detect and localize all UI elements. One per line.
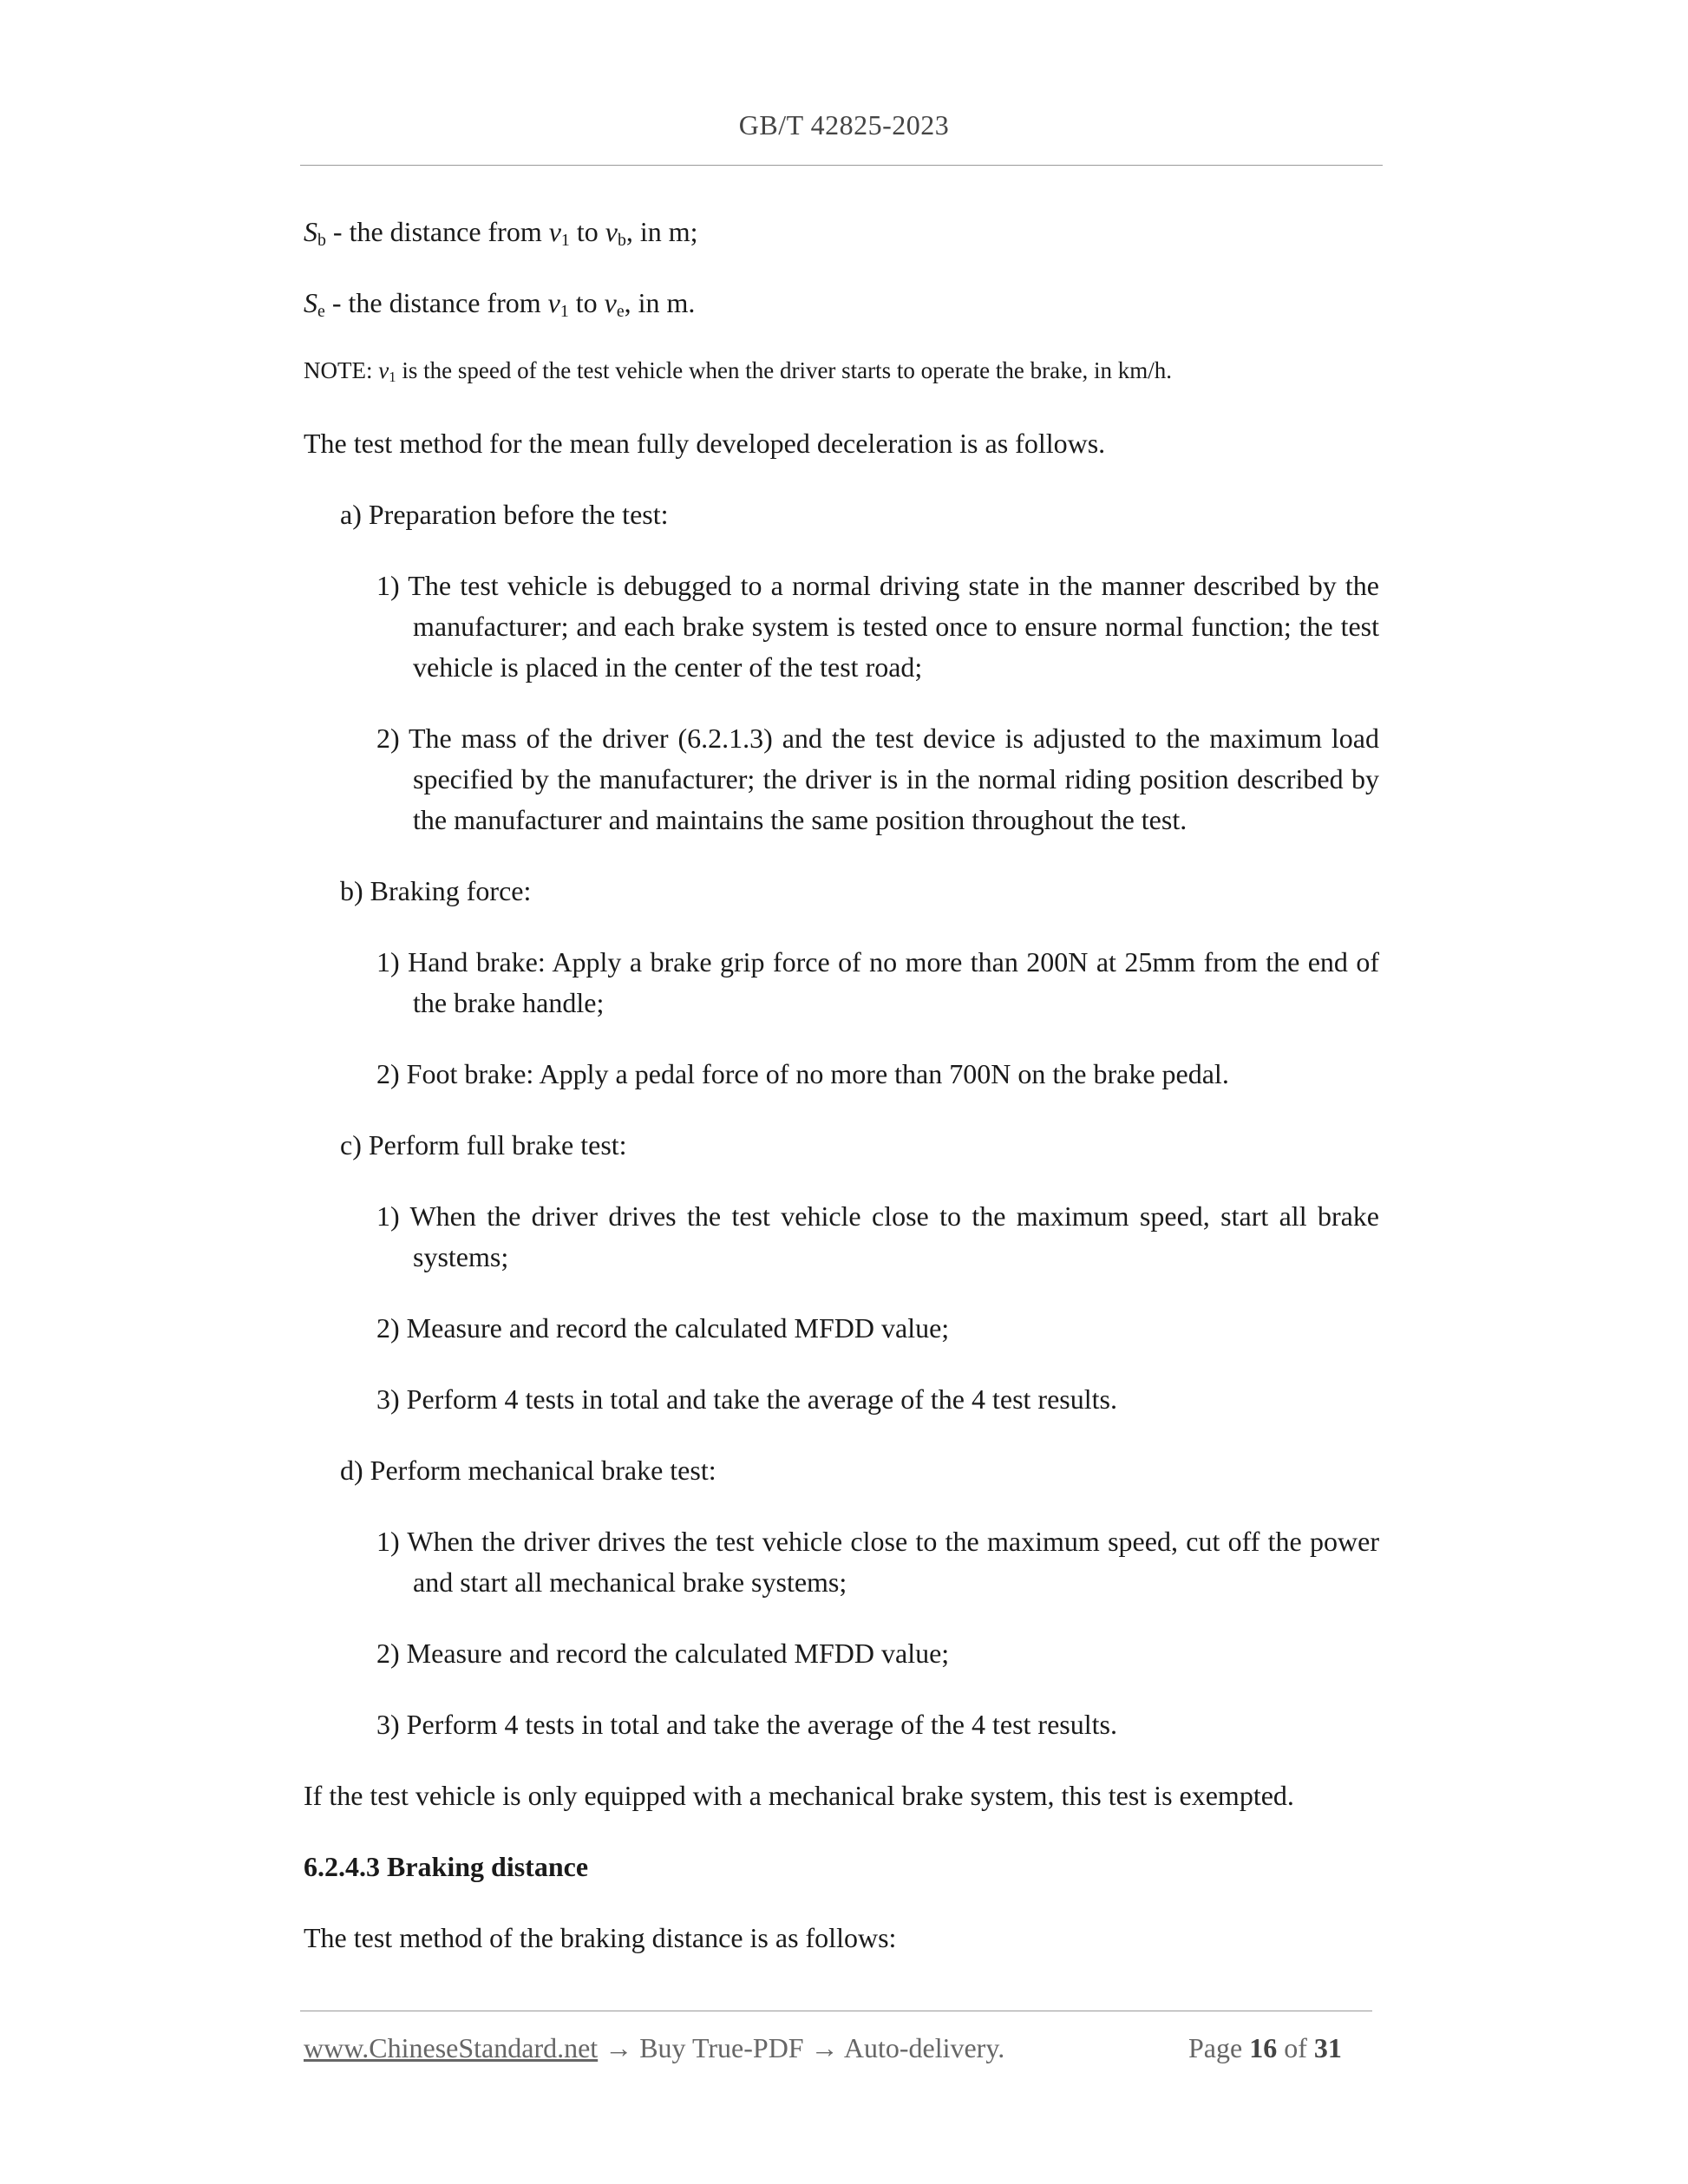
symbol: v [548, 216, 561, 247]
closing-paragraph: The test method of the braking distance is as follows: [304, 1922, 897, 1953]
subscript: b [617, 230, 626, 250]
intro-paragraph: The test method for the mean fully developed deceleration is as follows. [304, 428, 1106, 459]
list-item: 1) The test vehicle is debugged to a normal driving state in the manner described by the manufacturer; and each brake system is tested once to ensure normal function; the test vehicle is placed in the center of the test road; [376, 570, 1379, 683]
symbol: v [604, 287, 617, 318]
list-item: 2) Measure and record the calculated MFDD value; [376, 1638, 950, 1669]
page-header-title: GB/T 42825-2023 [738, 109, 950, 141]
symbol: S [304, 287, 317, 318]
list-item: 3) Perform 4 tests in total and take the average of the 4 test results. [376, 1383, 1117, 1415]
document-body [304, 212, 1379, 1989]
page-label: Page [1188, 2032, 1250, 2063]
definition-text: - the distance from [325, 216, 549, 247]
note [304, 354, 1379, 387]
section-label: a) Preparation before the test: [340, 499, 669, 530]
note-prefix: NOTE: [304, 357, 379, 383]
symbol: v [378, 357, 389, 383]
note-text: is the speed of the test vehicle when the driver starts to operate the brake, in km/h. [396, 357, 1173, 383]
arrow-icon: → [803, 2032, 844, 2063]
subscript: 1 [389, 369, 396, 386]
symbol: v [605, 216, 618, 247]
definition-text: to [568, 287, 605, 318]
list-item: 2) The mass of the driver (6.2.1.3) and the test device is adjusted to the maximum load specified by the manufacturer; the driver is in the normal riding position described by the manufacturer and maintains the same position throughout the test. [376, 723, 1379, 835]
section-label: b) Braking force: [340, 875, 532, 906]
subscript: 1 [560, 230, 570, 250]
subscript: e [616, 301, 625, 321]
exemption-paragraph: If the test vehicle is only equipped with a mechanical brake system, this test is exempted. [304, 1780, 1294, 1811]
header-rule [300, 165, 1383, 166]
website-link[interactable]: www.ChineseStandard.net [304, 2032, 599, 2063]
list-item: 2) Measure and record the calculated MFDD value; [376, 1312, 950, 1344]
definition-sb [304, 212, 1379, 252]
section-label: d) Perform mechanical brake test: [340, 1455, 716, 1486]
page-number [1188, 2032, 1342, 2064]
subscript: 1 [559, 301, 569, 321]
subscript: e [317, 301, 325, 321]
definition-text: , in m; [625, 216, 698, 247]
list-item: 3) Perform 4 tests in total and take the average of the 4 test results. [376, 1709, 1117, 1740]
subscript: b [317, 230, 326, 250]
list-item: 2) Foot brake: Apply a pedal force of no more than 700N on the brake pedal. [376, 1058, 1229, 1089]
definition-text: to [569, 216, 605, 247]
symbol: S [304, 216, 317, 247]
total-pages: 31 [1313, 2032, 1342, 2063]
list-item: 1) When the driver drives the test vehicle close to the maximum speed, start all brake systems; [376, 1200, 1379, 1272]
page-of-label: of [1277, 2032, 1314, 2063]
list-item: 1) Hand brake: Apply a brake grip force of no more than 200N at 25mm from the end of the brake handle; [376, 946, 1379, 1018]
section-heading: 6.2.4.3 Braking distance [304, 1851, 589, 1882]
definition-se [304, 283, 1379, 324]
footer-promo [304, 2032, 1004, 2064]
definition-text: , in m. [624, 287, 696, 318]
definition-text: - the distance from [324, 287, 548, 318]
current-page: 16 [1249, 2032, 1278, 2063]
delivery-text: Auto-delivery. [843, 2032, 1005, 2063]
list-item: 1) When the driver drives the test vehicle close to the maximum speed, cut off the power and start all mechanical brake systems; [376, 1526, 1379, 1598]
arrow-icon: → [598, 2032, 640, 2063]
buy-text: Buy True-PDF [639, 2032, 804, 2063]
symbol: v [547, 287, 560, 318]
section-label: c) Perform full brake test: [340, 1129, 627, 1161]
